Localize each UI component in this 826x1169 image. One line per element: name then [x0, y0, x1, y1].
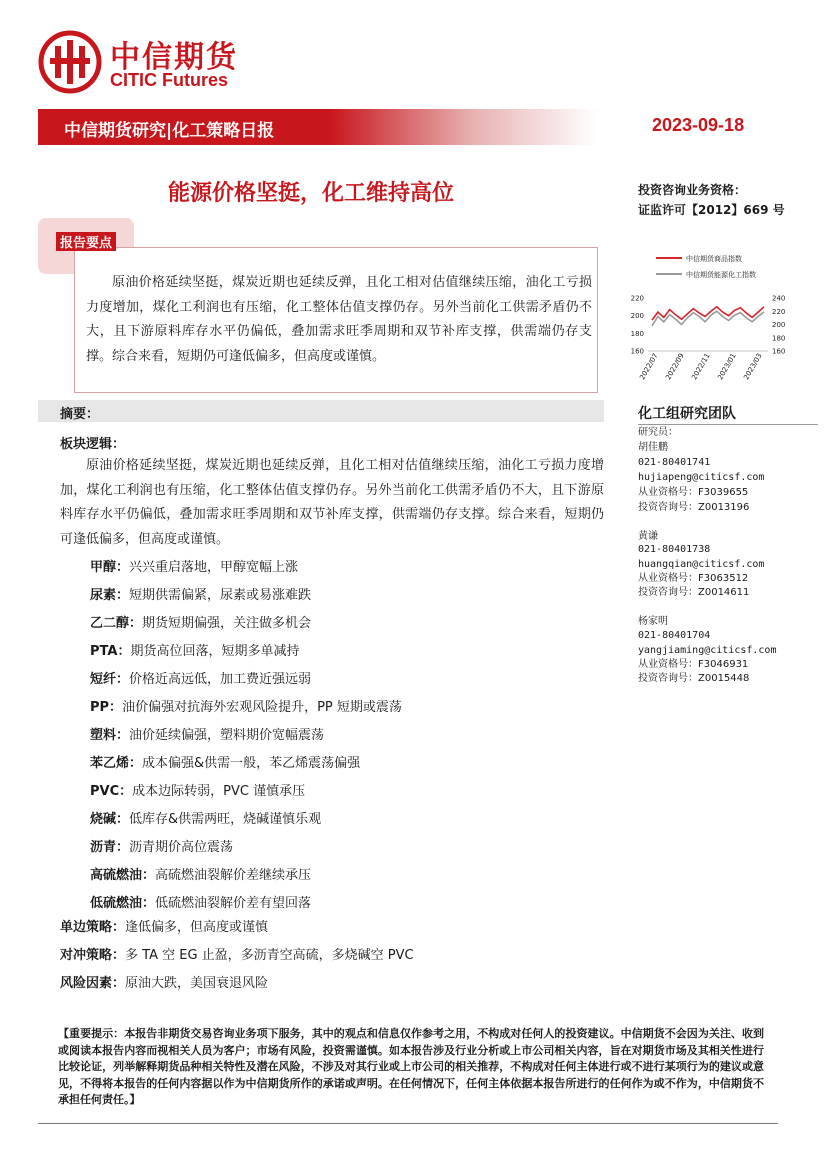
legend-label: 中信期货商品指数 — [686, 255, 742, 263]
summary-bar — [38, 400, 604, 422]
logic-text: 原油价格延续坚挺，煤炭近期也延续反弹，且化工相对估值继续压缩，油化工亏损力度增加，煤化工利润也有压缩，化工整体估值支撑仍存。另外当前化工供需矛盾仍不大，且下游原料库存水平仍偏低，叠加需求旺季周期和双节补库支撑，供需端仍存支撑。综合来看，短期仍可逢低偏多，但高度或谨慎。 — [60, 458, 604, 547]
key-points-label: 报告要点 — [56, 232, 116, 251]
report-date: 2023-09-18 — [652, 115, 745, 135]
sector-name: PTA： — [90, 644, 131, 659]
sector-name: 短纤： — [90, 672, 130, 687]
sector-row — [90, 836, 233, 855]
sector-row — [90, 780, 305, 799]
strategy-text: 逢低偏多，但高度或谨慎 — [125, 920, 269, 935]
member-license: 从业资格号：F3046931 — [638, 659, 749, 670]
member-advisory: 投资咨询号：Z0014611 — [638, 587, 750, 598]
team-title: 化工组研究团队 — [638, 406, 736, 422]
strategy-row — [60, 944, 414, 963]
license-number: 证监许可【2012】669 号 — [638, 203, 785, 217]
citic-logo-icon — [38, 30, 102, 94]
sector-name: 乙二醇： — [90, 616, 143, 631]
member-email[interactable]: yangjiaming@citicsf.com — [638, 645, 777, 656]
y-tick-left: 160 — [630, 347, 644, 356]
strategy-name: 风险因素： — [60, 976, 126, 991]
sector-view: 沥青期价高位震荡 — [129, 840, 234, 855]
sector-view: 油价延续偏强，塑料期价宽幅震荡 — [129, 728, 325, 743]
sector-row — [90, 752, 360, 771]
summary-label: 摘要： — [60, 407, 100, 422]
sector-name: 塑料： — [90, 728, 130, 743]
y-tick-left: 180 — [630, 329, 644, 338]
sector-name: 烧碱： — [90, 812, 130, 827]
disclaimer-divider — [38, 1123, 778, 1124]
brand-logo — [38, 30, 268, 94]
sector-name: 苯乙烯： — [90, 756, 143, 771]
strategy-text: 多 TA 空 EG 止盈，多沥青空高硫，多烧碱空 PVC — [125, 948, 414, 963]
logic-label: 板块逻辑： — [60, 437, 126, 452]
member-name: 胡佳鹏 — [638, 442, 668, 453]
member-advisory: 投资咨询号：Z0015448 — [638, 673, 750, 684]
brand-name-en: CITIC Futures — [110, 70, 229, 90]
sector-name: PVC： — [90, 784, 133, 799]
strategy-name: 单边策略： — [60, 920, 126, 935]
sector-name: 低硫燃油： — [90, 896, 156, 911]
sector-view: 期货短期偏强，关注做多机会 — [142, 616, 312, 631]
sector-view: 价格近高远低，加工费近强远弱 — [129, 672, 312, 687]
strategy-row — [60, 972, 268, 991]
sector-name: 沥青： — [90, 840, 130, 855]
x-tick-label: 2022/11 — [690, 352, 712, 382]
y-tick-right: 240 — [772, 294, 786, 303]
y-tick-right: 160 — [772, 347, 786, 356]
sector-name: 甲醇： — [90, 560, 130, 575]
y-tick-left: 200 — [630, 312, 644, 321]
sector-view: 成本偏强&供需一般，苯乙烯震荡偏强 — [142, 756, 361, 771]
banner-title: 中信期货研究|化工策略日报 — [64, 121, 275, 141]
sector-name: 尿素： — [90, 588, 130, 603]
sector-view: 期货高位回落，短期多单减持 — [130, 644, 300, 659]
member-phone: 021-80401738 — [638, 544, 711, 555]
legend-label: 中信期货能源化工指数 — [686, 271, 756, 279]
sector-row — [90, 612, 311, 631]
member-name: 黄谦 — [638, 531, 658, 542]
y-tick-right: 180 — [772, 334, 786, 343]
sector-name: PP： — [90, 700, 123, 715]
sector-view: 低库存&供需两旺，烧碱谨慎乐观 — [129, 812, 322, 827]
sector-view: 成本边际转弱，PVC 谨慎承压 — [132, 784, 306, 799]
x-tick-label: 2023/01 — [716, 352, 738, 382]
sector-name: 高硫燃油： — [90, 868, 156, 883]
sector-view: 高硫燃油裂解价差继续承压 — [155, 868, 312, 883]
license-label: 投资咨询业务资格： — [638, 183, 747, 197]
strategy-row — [60, 916, 268, 935]
header-banner — [38, 109, 598, 145]
sector-row — [90, 640, 299, 659]
strategy-name: 对冲策略： — [60, 948, 126, 963]
sector-view: 低硫燃油裂解价差有望回落 — [155, 896, 312, 911]
researcher-label: 研究员： — [638, 427, 678, 438]
x-tick-label: 2023/03 — [742, 352, 764, 382]
member-phone: 021-80401704 — [638, 630, 711, 641]
member-license: 从业资格号：F3039655 — [638, 487, 749, 498]
member-email[interactable]: hujiapeng@citicsf.com — [638, 472, 765, 483]
y-tick-right: 200 — [772, 321, 786, 329]
sector-row — [90, 696, 402, 715]
sector-row — [90, 724, 324, 743]
y-tick-right: 220 — [772, 307, 786, 316]
member-name: 杨家明 — [638, 616, 668, 627]
sector-view: 油价偏强对抗海外宏观风险提升，PP 短期或震荡 — [122, 700, 402, 715]
index-chart — [622, 246, 822, 392]
report-title: 能源价格坚挺，化工维持高位 — [168, 181, 455, 206]
strategy-text: 原油大跌，美国衰退风险 — [125, 976, 269, 991]
x-tick-label: 2022/07 — [638, 352, 660, 382]
sector-row — [90, 668, 311, 687]
sector-row — [90, 808, 321, 827]
sector-row — [90, 864, 311, 883]
member-phone: 021-80401741 — [638, 457, 711, 468]
member-advisory: 投资咨询号：Z0013196 — [638, 502, 750, 513]
member-license: 从业资格号：F3063512 — [638, 573, 749, 584]
sector-row — [90, 584, 311, 603]
x-tick-label: 2022/09 — [664, 352, 686, 382]
sector-row — [90, 556, 298, 575]
member-email[interactable]: huangqian@citicsf.com — [638, 559, 765, 570]
key-points-text: 原油价格延续坚挺，煤炭近期也延续反弹，且化工相对估值继续压缩，油化工亏损力度增加，煤化工利润也有压缩，化工整体估值支撑仍存。另外当前化工供需矛盾仍不大，且下游原料库存水平仍偏低，叠加需求旺季周期和双节补库支撑，供需端仍存支撑。综合来看，短期仍可逢低偏多，但高度或谨慎。 — [86, 275, 592, 364]
sector-row — [90, 892, 311, 911]
disclaimer: 【重要提示：本报告非期货交易咨询业务项下服务，其中的观点和信息仅作参考之用，不构成对任何人的投资建议。中信期货不会因为关注、收到或阅读本报告内容而视相关人员为客户；市场有风险，投资需谨慎。如本报告涉及行业分析或上市公司相关内容，旨在对期货市场及其相关性进行比较论证，列举解释期货品种相关特性及潜在风险，不涉及对其行业或上市公司的相关推荐，不构成对任何主体进行或不进行某项行为的建议或意见，不得将本报告的任何内容据以作为中信期货所作的承诺或声明。在任何情况下，任何主体依据本报告所进行的任何作为或不作为，中信期货不承担任何责任。】 — [58, 1027, 764, 1106]
sector-view: 短期供需偏紧，尿素或易涨难跌 — [129, 588, 312, 603]
sector-view: 兴兴重启落地，甲醇宽幅上涨 — [129, 560, 299, 575]
brand-name-cn: 中信期货 — [110, 40, 238, 75]
y-tick-left: 220 — [630, 294, 644, 303]
